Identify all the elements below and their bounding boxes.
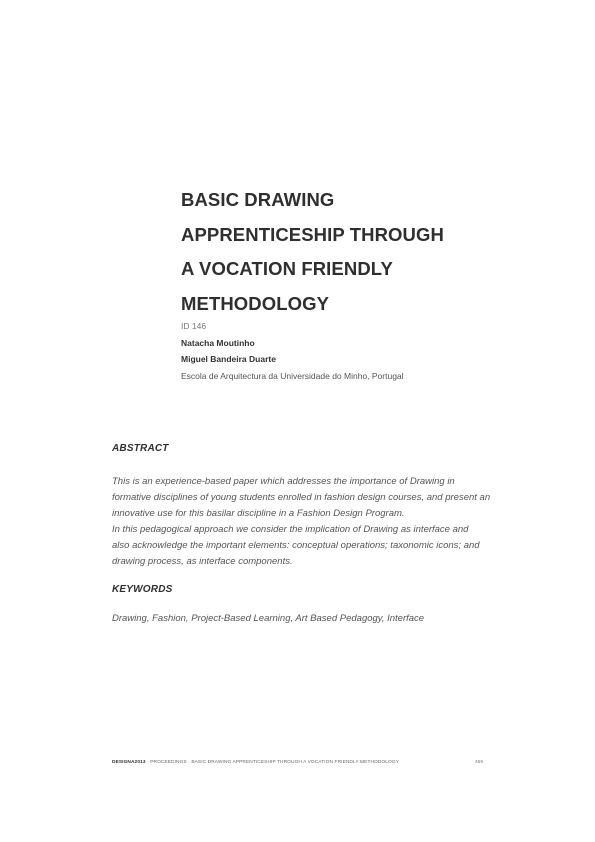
abstract-line: This is an experience-based paper which addresses the importance of Drawing in: [112, 476, 455, 487]
keywords-list: Drawing, Fashion, Project-Based Learning, Art Based Pedagogy, Interface: [112, 613, 425, 624]
page-number: 469: [475, 760, 484, 765]
abstract-line: also acknowledge the important elements: conceptual operations; taxonomic icons; and: [112, 540, 480, 552]
paper-title: [181, 183, 521, 321]
footer-running-title: · PROCEEDINGS · BASIC DRAWING APPRENTICESHIP THROUGH A VOCATION FRIENDLY METHODOLOGY: [145, 760, 399, 765]
abstract-line: innovative use for this basilar discipline in a Fashion Design Program.: [112, 508, 405, 520]
title-line: APPRENTICESHIP THROUGH: [181, 223, 444, 245]
page-footer: [112, 760, 484, 765]
author-name: Miguel Bandeira Duarte: [181, 354, 276, 364]
author-affiliation: Escola de Arquitectura da Universidade do Minho, Portugal: [181, 370, 404, 381]
title-line: A VOCATION FRIENDLY: [181, 258, 393, 279]
abstract-body: [112, 474, 502, 571]
abstract-line: drawing process, as interface components.: [112, 556, 293, 568]
title-line: METHODOLOGY: [181, 292, 330, 314]
abstract-line: formative disciplines of young students enrolled in fashion design courses, and present an: [112, 492, 491, 504]
paper-metadata: [181, 318, 501, 384]
title-line: BASIC DRAWING: [181, 189, 335, 210]
paper-id: ID 146: [181, 321, 207, 331]
footer-brand: DESIGNA2013: [112, 760, 146, 765]
keywords-heading: KEYWORDS: [112, 584, 173, 595]
author-name: Natacha Moutinho: [181, 337, 255, 348]
abstract-heading: ABSTRACT: [112, 443, 169, 454]
abstract-line: In this pedagogical approach we consider the implication of Drawing as interface and: [112, 524, 469, 536]
